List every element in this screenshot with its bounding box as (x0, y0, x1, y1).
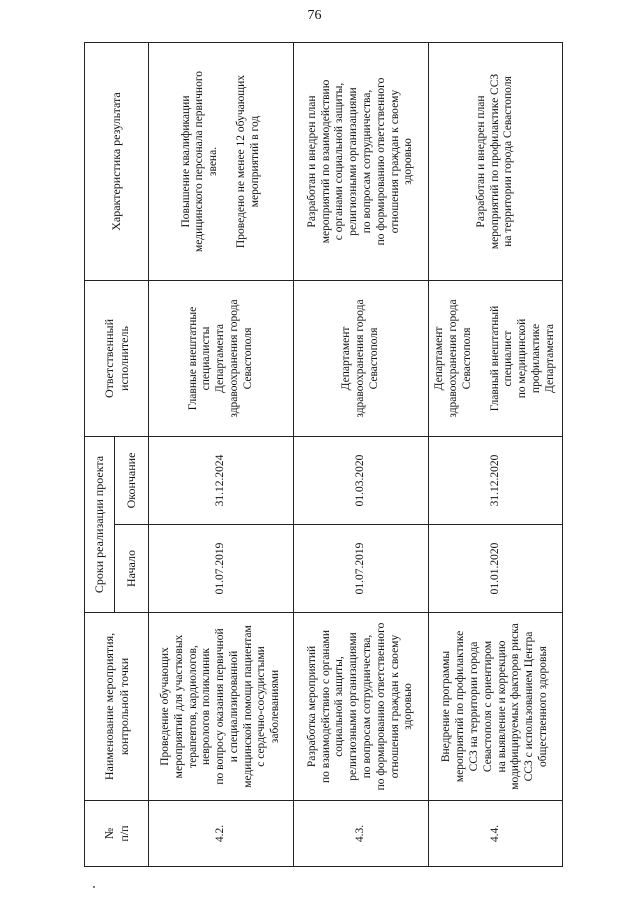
row-activity-name: Проведение обучающих мероприятий для участковых терапевтов, кардиологов, неврологов поликлиник по вопросу оказания первичной и специализированной медицинской помощи пациентам с сердечно-сосудистыми заболеваниями (149, 613, 294, 801)
header-row-1 (85, 43, 115, 867)
row-end-date: 01.03.2020 (294, 437, 429, 525)
rotated-table-container (84, 43, 562, 867)
table-row (149, 43, 294, 867)
page-number: 76 (307, 8, 322, 23)
row-start-date: 01.07.2019 (294, 525, 429, 613)
scan-speck (93, 886, 95, 888)
row-activity-name: Разработка мероприятий по взаимодействию с органами социальной защиты, религиозными организациями по вопросам сотрудничества, по формированию ответственного отношения граждан к своему здоровью (294, 613, 429, 801)
row-result: Разработан и внедрен план мероприятий по профилактике ССЗ на территории города Севастополя (429, 43, 563, 281)
row-number: 4.2. (149, 801, 294, 867)
row-end-date: 31.12.2020 (429, 437, 563, 525)
row-activity-name: Внедрение программы мероприятий по профилактике ССЗ на территории города Севастополя с ориентиром на выявление и коррекцию модифицируемых факторов риска ССЗ с использованием Центра общественного здоровья (429, 613, 563, 801)
row-result: Разработан и внедрен план мероприятий по взаимодействию с органами социальной защиты, религиозными организациями по вопросам сотрудничества, по формированию ответственного отношения граждан к своему здоровью (294, 43, 429, 281)
row-result: Повышение квалификации медицинского персонала первичного звена. Проведено не менее 12 обучающих мероприятий в год (149, 43, 294, 281)
row-executor: Главные внештатные специалисты Департамента здравоохранения города Севастополя (149, 281, 294, 437)
row-end-date: 31.12.2024 (149, 437, 294, 525)
header-name: Наименование мероприятия, контрольной точки (85, 613, 149, 801)
header-executor: Ответственный исполнитель (85, 281, 149, 437)
row-executor: Департамент здравоохранения города Севастополя (294, 281, 429, 437)
row-executor: Департамент здравоохранения города Севастополя Главный внештатный специалист по медицинской профилактике Департамента (429, 281, 563, 437)
header-period: Сроки реализации проекта (85, 437, 115, 613)
header-start: Начало (115, 525, 149, 613)
activities-table (84, 42, 563, 867)
row-number: 4.3. (294, 801, 429, 867)
row-number: 4.4. (429, 801, 563, 867)
table-row (429, 43, 563, 867)
header-result: Характеристика результата (85, 43, 149, 281)
header-end: Окончание (115, 437, 149, 525)
row-start-date: 01.07.2019 (149, 525, 294, 613)
table-row (294, 43, 429, 867)
row-start-date: 01.01.2020 (429, 525, 563, 613)
header-num: № п/п (85, 801, 149, 867)
